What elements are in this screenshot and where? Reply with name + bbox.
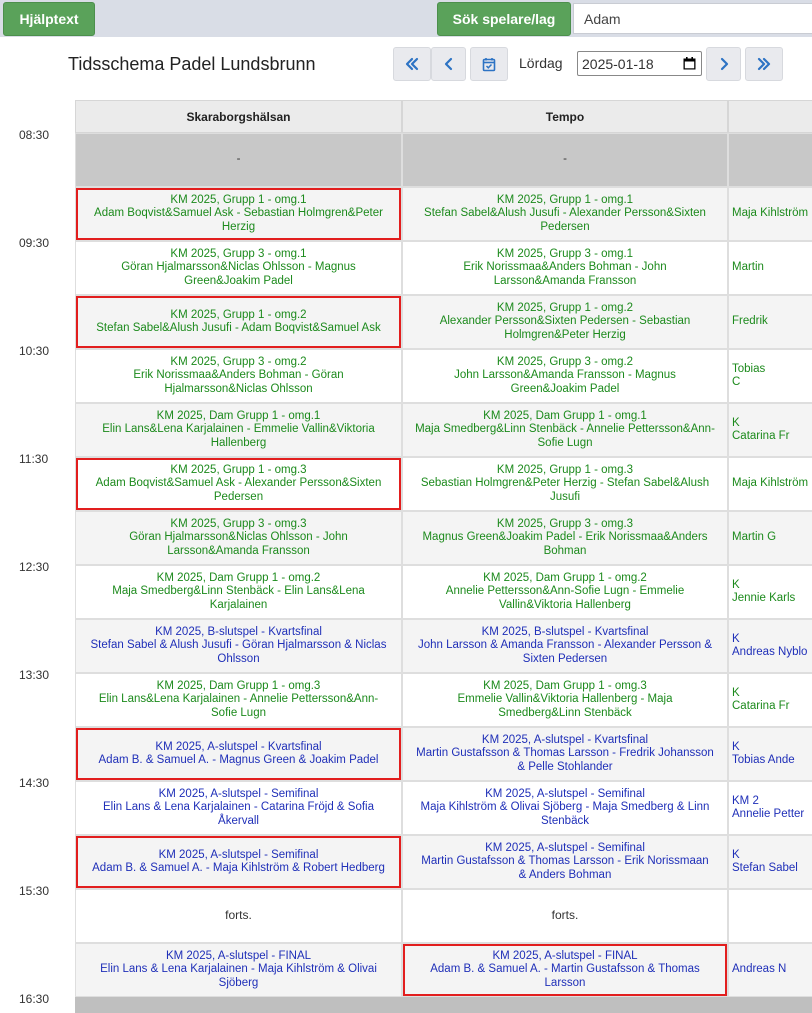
match-title: K — [732, 848, 740, 861]
match-cell[interactable] — [75, 295, 402, 349]
match-title: K — [732, 578, 740, 591]
match-title: forts. — [551, 908, 579, 923]
match-teams: Catarina Fr — [732, 430, 790, 442]
match-teams: Adam B. & Samuel A. - Magnus Green & Joakim Padel — [98, 754, 379, 766]
match-title: KM 2025, A-slutspel - Semifinal — [158, 788, 319, 801]
weekday-label: Lördag — [519, 55, 563, 71]
time-label: 11:30 — [19, 452, 49, 466]
match-teams: Green&Joakim Padel — [184, 274, 293, 287]
match-teams: Martin — [732, 261, 764, 274]
match-teams: Adam Boqvist&Samuel Ask - Alexander Persson&Sixten — [95, 477, 382, 490]
match-cell[interactable] — [728, 349, 812, 403]
time-label: 08:30 — [19, 128, 50, 142]
match-cell[interactable] — [728, 943, 812, 997]
match-cell[interactable] — [728, 295, 812, 349]
match-teams: & Anders Bohman — [518, 868, 612, 881]
court-header-third — [728, 100, 812, 133]
match-teams: & Pelle Stohlander — [517, 760, 613, 773]
match-teams: John Larsson & Amanda Fransson - Alexander Persson & — [417, 639, 713, 652]
match-teams: Göran Hjalmarsson&Niclas Ohlsson - John — [129, 531, 348, 544]
court-header-skaraborgshalsan: Skaraborgshälsan — [75, 100, 402, 133]
match-cell[interactable] — [75, 673, 402, 727]
match-teams: Martin Gustafsson & Thomas Larsson - Fredrik Johansson — [416, 747, 714, 760]
match-teams: Erik Norissmaa&Anders Bohman - Göran — [133, 369, 344, 382]
match-teams: Catarina Fr — [732, 700, 790, 712]
match-teams: Karjalainen — [209, 598, 268, 611]
double-chevron-left-icon — [404, 57, 420, 71]
match-cell[interactable] — [402, 511, 728, 565]
match-teams: Maja Kihlström — [732, 207, 809, 220]
match-cell[interactable] — [728, 403, 812, 457]
match-teams: Holmgren&Peter Herzig — [504, 328, 626, 341]
match-teams: Annelie Pettersson&Ann-Sofie Lugn - Emmelie — [445, 585, 685, 598]
time-label: 10:30 — [19, 344, 50, 358]
match-title: - — [563, 153, 567, 166]
time-label: 16:30 — [19, 992, 50, 1006]
match-cell[interactable] — [402, 781, 728, 835]
match-title: KM 2025, Dam Grupp 1 - omg.2 — [483, 572, 647, 585]
match-teams: Elin Lans & Lena Karjalainen - Maja Kihlström & Olivai — [100, 963, 377, 976]
time-label: 09:30 — [19, 236, 50, 250]
match-teams: Elin Lans & Lena Karjalainen - Catarina Fröjd & Sofia — [102, 801, 375, 814]
match-teams: Adam Boqvist&Samuel Ask - Sebastian Holmgren&Peter — [94, 207, 383, 220]
match-teams: Ohlsson — [217, 652, 260, 665]
match-teams: Tobias — [732, 362, 766, 375]
match-teams: Vallin&Viktoria Hallenberg — [499, 598, 631, 611]
match-teams: Jusufi — [549, 490, 581, 503]
match-teams: Sixten Pedersen — [522, 652, 608, 665]
match-cell[interactable] — [75, 727, 402, 781]
match-cell[interactable] — [75, 457, 402, 511]
match-cell[interactable] — [75, 619, 402, 673]
match-cell[interactable] — [728, 781, 812, 835]
match-cell[interactable] — [402, 727, 728, 781]
match-title: KM 2025, Grupp 1 - omg.3 — [496, 464, 634, 477]
match-cell[interactable] — [728, 457, 812, 511]
page-title: Tidsschema Padel Lundsbrunn — [68, 54, 316, 74]
match-teams: Annelie Petter — [732, 808, 805, 820]
match-cell[interactable] — [728, 187, 812, 241]
match-cell[interactable] — [75, 835, 402, 889]
match-title: KM 2025, B-slutspel - Kvartsfinal — [481, 626, 649, 639]
match-title: K — [732, 632, 740, 645]
match-title: KM 2025, A-slutspel - Semifinal — [485, 788, 645, 801]
match-title: KM 2025, Grupp 1 - omg.3 — [170, 464, 307, 477]
match-teams: Elin Lans&Lena Karjalainen - Annelie Pettersson&Ann- — [98, 693, 379, 706]
match-title: KM 2025, Grupp 3 - omg.1 — [496, 248, 634, 261]
match-teams: Stefan Sabel & Alush Jusufi - Göran Hjalmarsson & Niclas — [90, 639, 387, 652]
empty-slot — [728, 133, 812, 187]
search-player-team-button[interactable]: Sök spelare/lag — [437, 2, 571, 36]
double-chevron-right-icon — [756, 57, 772, 71]
match-teams: Adam B. & Samuel A. - Martin Gustafsson & Thomas — [430, 963, 700, 976]
match-title: KM 2025, A-slutspel - Semifinal — [485, 842, 645, 855]
match-teams: Fredrik — [732, 315, 768, 328]
match-teams: Green&Joakim Padel — [510, 382, 620, 395]
match-teams: Jennie Karls — [732, 592, 796, 604]
continued-slot — [728, 889, 812, 943]
match-teams: Sebastian Holmgren&Peter Herzig - Stefan Sabel&Alush — [420, 477, 710, 490]
match-teams: Martin G — [732, 531, 777, 544]
last-day-button[interactable] — [745, 47, 783, 81]
match-title: KM 2025, Grupp 3 - omg.1 — [170, 248, 307, 261]
match-teams: Andreas Nyblo — [732, 646, 808, 658]
empty-slot — [402, 133, 728, 187]
time-label: 15:30 — [19, 884, 50, 898]
match-title: K — [732, 740, 740, 753]
match-cell[interactable] — [402, 835, 728, 889]
time-label: 12:30 — [19, 560, 50, 574]
match-cell[interactable] — [402, 943, 728, 997]
match-teams: Elin Lans&Lena Karjalainen - Emmelie Vallin&Viktoria — [102, 423, 375, 436]
match-title: KM 2025, A-slutspel - Kvartsfinal — [155, 740, 322, 753]
match-cell[interactable] — [75, 943, 402, 997]
match-title: KM 2025, Dam Grupp 1 - omg.3 — [156, 680, 321, 693]
match-title: KM 2025, A-slutspel - Kvartsfinal — [481, 734, 649, 747]
match-title: KM 2025, Grupp 1 - omg.2 — [496, 302, 634, 315]
calendar-icon[interactable] — [683, 57, 696, 70]
match-teams: Sofie Lugn — [537, 436, 593, 449]
match-teams: Sjöberg — [218, 976, 259, 989]
today-button[interactable] — [470, 47, 508, 81]
match-teams: Larsson&Amanda Fransson — [167, 544, 310, 557]
continued-slot — [402, 889, 728, 943]
match-teams: Maja Kihlström & Olivai Sjöberg - Maja Smedberg & Linn — [420, 801, 710, 814]
match-teams: Andreas N — [732, 963, 787, 976]
match-title: KM 2025, A-slutspel - FINAL — [492, 950, 638, 963]
match-title: K — [732, 686, 740, 699]
match-teams: Hallenberg — [210, 436, 267, 449]
match-cell[interactable] — [75, 187, 402, 241]
match-title: - — [236, 153, 241, 166]
match-title: KM 2025, Dam Grupp 1 - omg.3 — [483, 680, 647, 693]
match-cell[interactable] — [728, 511, 812, 565]
match-cell[interactable] — [402, 619, 728, 673]
match-teams: John Larsson&Amanda Fransson - Magnus — [454, 369, 676, 382]
match-cell[interactable] — [728, 241, 812, 295]
match-teams: Erik Norissmaa&Anders Bohman - John — [463, 261, 667, 274]
match-teams: Smedberg&Linn Stenbäck — [498, 706, 632, 719]
match-cell[interactable] — [728, 619, 812, 673]
match-cell[interactable] — [728, 565, 812, 619]
top-toolbar — [0, 0, 812, 37]
previous-day-button[interactable] — [431, 47, 466, 81]
match-cell[interactable] — [75, 565, 402, 619]
time-label: 14:30 — [19, 776, 50, 790]
match-title: KM 2025, Dam Grupp 1 - omg.1 — [156, 410, 321, 423]
match-teams: Åkervall — [218, 814, 259, 827]
match-cell[interactable] — [402, 349, 728, 403]
match-teams: Bohman — [543, 544, 587, 557]
court-header-tempo: Tempo — [402, 100, 728, 133]
match-title: KM 2025, Dam Grupp 1 - omg.2 — [156, 572, 321, 585]
match-teams: Maja Kihlström — [732, 477, 809, 490]
first-day-button[interactable] — [393, 47, 431, 81]
match-teams: Sofie Lugn — [211, 706, 266, 719]
empty-slot-bottom — [75, 997, 812, 1013]
match-cell[interactable] — [402, 565, 728, 619]
match-cell[interactable] — [402, 673, 728, 727]
match-teams: Stefan Sabel&Alush Jusufi - Alexander Persson&Sixten — [424, 207, 706, 220]
match-cell[interactable] — [402, 295, 728, 349]
date-value: 2025-01-18 — [582, 55, 654, 72]
match-teams: Tobias Ande — [732, 754, 795, 766]
match-title: KM 2025, Grupp 1 - omg.2 — [170, 308, 307, 321]
match-teams: Magnus Green&Joakim Padel - Erik Norissmaa&Anders — [422, 531, 708, 544]
match-cell[interactable] — [75, 403, 402, 457]
match-cell[interactable] — [402, 187, 728, 241]
match-title: KM 2025, Dam Grupp 1 - omg.1 — [483, 410, 647, 423]
match-teams: Maja Smedberg&Linn Stenbäck - Annelie Pettersson&Ann- — [415, 423, 715, 436]
match-cell[interactable] — [728, 835, 812, 889]
match-cell[interactable] — [75, 781, 402, 835]
match-teams: Herzig — [221, 220, 256, 233]
match-teams: Hjalmarsson&Niclas Ohlsson — [164, 382, 313, 395]
match-title: KM 2025, Grupp 3 - omg.3 — [170, 518, 307, 531]
date-picker[interactable] — [577, 51, 702, 76]
match-teams: Maja Smedberg&Linn Stenbäck - Elin Lans&Lena — [112, 585, 365, 598]
match-teams: Pedersen — [540, 220, 590, 233]
match-teams: Stenbäck — [541, 814, 589, 827]
next-day-button[interactable] — [706, 47, 741, 81]
match-cell[interactable] — [728, 727, 812, 781]
match-cell[interactable] — [75, 349, 402, 403]
match-teams: Larsson&Amanda Fransson — [493, 274, 637, 287]
chevron-right-icon — [719, 57, 729, 71]
match-cell[interactable] — [402, 403, 728, 457]
match-title: KM 2025, Grupp 3 - omg.2 — [170, 356, 307, 369]
match-cell[interactable] — [75, 511, 402, 565]
match-title: forts. — [225, 908, 252, 923]
match-title: KM 2025, Grupp 1 - omg.1 — [170, 194, 307, 207]
match-teams: Pedersen — [213, 490, 264, 503]
match-teams: C — [732, 376, 741, 388]
match-teams: Göran Hjalmarsson&Niclas Ohlsson - Magnus — [121, 261, 356, 274]
match-title: KM 2025, B-slutspel - Kvartsfinal — [155, 626, 322, 639]
match-title: KM 2025, Grupp 3 - omg.2 — [496, 356, 634, 369]
help-text-button[interactable]: Hjälptext — [3, 2, 95, 36]
match-title: KM 2 — [732, 794, 759, 807]
match-title: KM 2025, Grupp 1 - omg.1 — [496, 194, 634, 207]
match-title: K — [732, 416, 740, 429]
empty-slot — [75, 133, 402, 187]
match-title: KM 2025, A-slutspel - Semifinal — [158, 848, 319, 861]
match-title: KM 2025, A-slutspel - FINAL — [165, 950, 312, 963]
chevron-left-icon — [444, 57, 454, 71]
match-cell[interactable] — [402, 457, 728, 511]
match-cell[interactable] — [728, 673, 812, 727]
time-label: 13:30 — [19, 668, 50, 682]
match-title: KM 2025, Grupp 3 - omg.3 — [496, 518, 634, 531]
match-cell[interactable] — [402, 241, 728, 295]
match-teams: Martin Gustafsson & Thomas Larsson - Erik Norissmaan — [421, 855, 709, 868]
match-teams: Adam B. & Samuel A. - Maja Kihlström & Robert Hedberg — [92, 862, 385, 874]
match-cell[interactable] — [75, 241, 402, 295]
match-teams: Larsson — [544, 976, 586, 989]
match-teams: Alexander Persson&Sixten Pedersen - Sebastian — [439, 315, 691, 328]
calendar-check-icon — [482, 57, 496, 72]
continued-slot — [75, 889, 402, 943]
search-input[interactable] — [573, 3, 812, 34]
match-teams: Stefan Sabel — [732, 862, 798, 874]
match-teams: Emmelie Vallin&Viktoria Hallenberg - Maja — [457, 693, 673, 706]
match-teams: Stefan Sabel&Alush Jusufi - Adam Boqvist&Samuel Ask — [96, 322, 381, 334]
